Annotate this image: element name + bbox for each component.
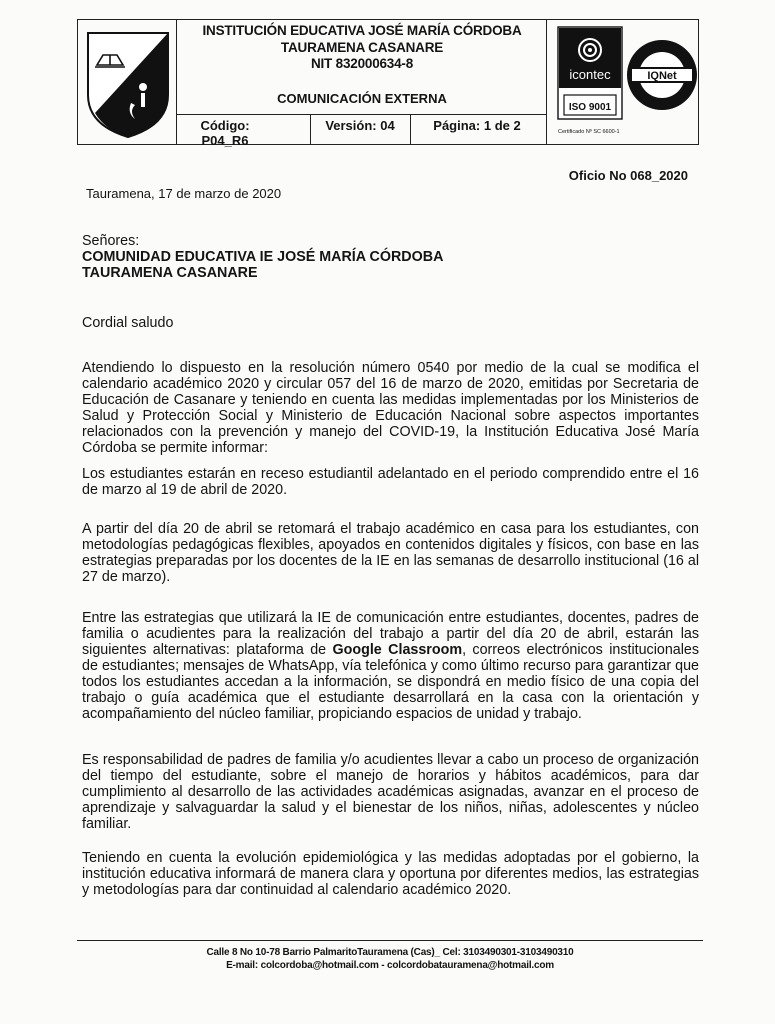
iso-label: ISO 9001 <box>568 102 612 113</box>
paragraph-6: Teniendo en cuenta la evolución epidemiológica y las medidas adoptadas por el gobierno, la institución educativa informará de manera clara y oportuna por diferentes medios, las estrategias y metodologías para dar continuidad al calendario académico 2020. <box>82 850 699 898</box>
oficio-number: Oficio No 068_2020 <box>568 168 688 183</box>
paragraph-3: A partir del día 20 de abril se retomará el trabajo académico en casa para los estudiantes, con metodologías pedagógicas flexibles, apoyados en contenidos digitales y físicos, con base en las estrategias preparadas por los docentes de la IE en las semanas de desarrollo institucional (16 al 27 de marzo). <box>82 521 699 585</box>
header-divider <box>176 114 546 115</box>
paragraph-4-end: , correos electrónicos institucionales de estudiantes; mensajes de WhatsApp, vía telefónica y como último recurso para garantizar que todos los estudiantes accedan a la información, se dispondrá en medio físico de una copia del trabajo o guía académica que el estudiante desarrollará en la casa con la orientación y acompañamiento del núcleo familiar, propiciando espacios de unidad y trabajo. <box>82 642 699 722</box>
footer-divider <box>77 940 703 941</box>
paragraph-5: Es responsabilidad de padres de familia y/o acudientes llevar a cabo un proceso de organización del tiempo del estudiante, sobre el manejo de horarios y hábitos académicos, para dar cumplimiento al desarrollo de las actividades académicas asignadas, avanzar en el proceso de aprendizaje y salvaguardar la salud y el bienestar de los niños, niñas, adolescentes y núcleo familiar. <box>82 752 699 832</box>
icontec-label: icontec <box>569 67 611 82</box>
letter-date: Tauramena, 17 de marzo de 2020 <box>86 186 282 201</box>
school-shield-logo <box>83 25 173 140</box>
recipient-greeting: Señores: <box>82 233 140 249</box>
document-code: Código: P04_R6 <box>200 118 250 148</box>
paragraph-1: Atendiendo lo dispuesto en la resolución número 0540 por medio de la cual se modifica el calendario académico 2020 y circular 057 del 16 de marzo de 2020, emitidas por Secretaria de Educación de Casanare y teniendo en cuenta las medidas implementadas por los Ministerios de Salud y Protección Social y Ministerio de Educación Nacional sobre aspectos importantes relacionados con la prevención y manejo del COVID-19, la Institución Educativa José María Córdoba se permite informar: <box>82 360 699 456</box>
institution-heading <box>180 23 544 73</box>
salutation: Cordial saludo <box>82 315 174 331</box>
recipient-line-2: TAURAMENA CASANARE <box>82 265 258 281</box>
iqnet-label: IQNet <box>647 70 677 82</box>
document-type: COMUNICACIÓN EXTERNA <box>277 91 447 106</box>
footer-address: Calle 8 No 10-78 Barrio PalmaritoTauramena (Cas)_ Cel: 3103490301-3103490310 <box>206 947 574 958</box>
institution-name: INSTITUCIÓN EDUCATIVA JOSÉ MARÍA CÓRDOBA <box>202 23 522 38</box>
certification-logos <box>552 23 700 143</box>
recipient-block <box>82 233 699 281</box>
institution-nit: NIT 832000634-8 <box>310 56 414 71</box>
certificate-number: Certificado Nº SC 6600-1 <box>558 129 620 135</box>
footer-email: E-mail: colcordoba@hotmail.com - colcordobatauramena@hotmail.com <box>226 960 554 971</box>
document-page: Página: 1 de 2 <box>433 118 521 133</box>
google-classroom-term: Google Classroom <box>332 642 463 658</box>
institution-city: TAURAMENA CASANARE <box>280 39 444 55</box>
paragraph-2: Los estudiantes estarán en receso estudiantil adelantado en el periodo comprendido entre el 16 de marzo al 19 de abril de 2020. <box>82 466 699 498</box>
footer <box>77 946 703 972</box>
header-divider <box>546 20 547 144</box>
paragraph-4-start: Entre las estrategias que utilizará la IE de comunicación entre estudiantes, docentes, padres de familia o acudientes para la realización del trabajo a partir del día 20 de abril, estarán las siguientes alternativas: plataforma de <box>82 610 699 658</box>
recipient-line-1: COMUNIDAD EDUCATIVA IE JOSÉ MARÍA CÓRDOBA <box>82 249 444 265</box>
document-version: Versión: 04 <box>325 118 395 133</box>
paragraph-4 <box>82 610 699 722</box>
